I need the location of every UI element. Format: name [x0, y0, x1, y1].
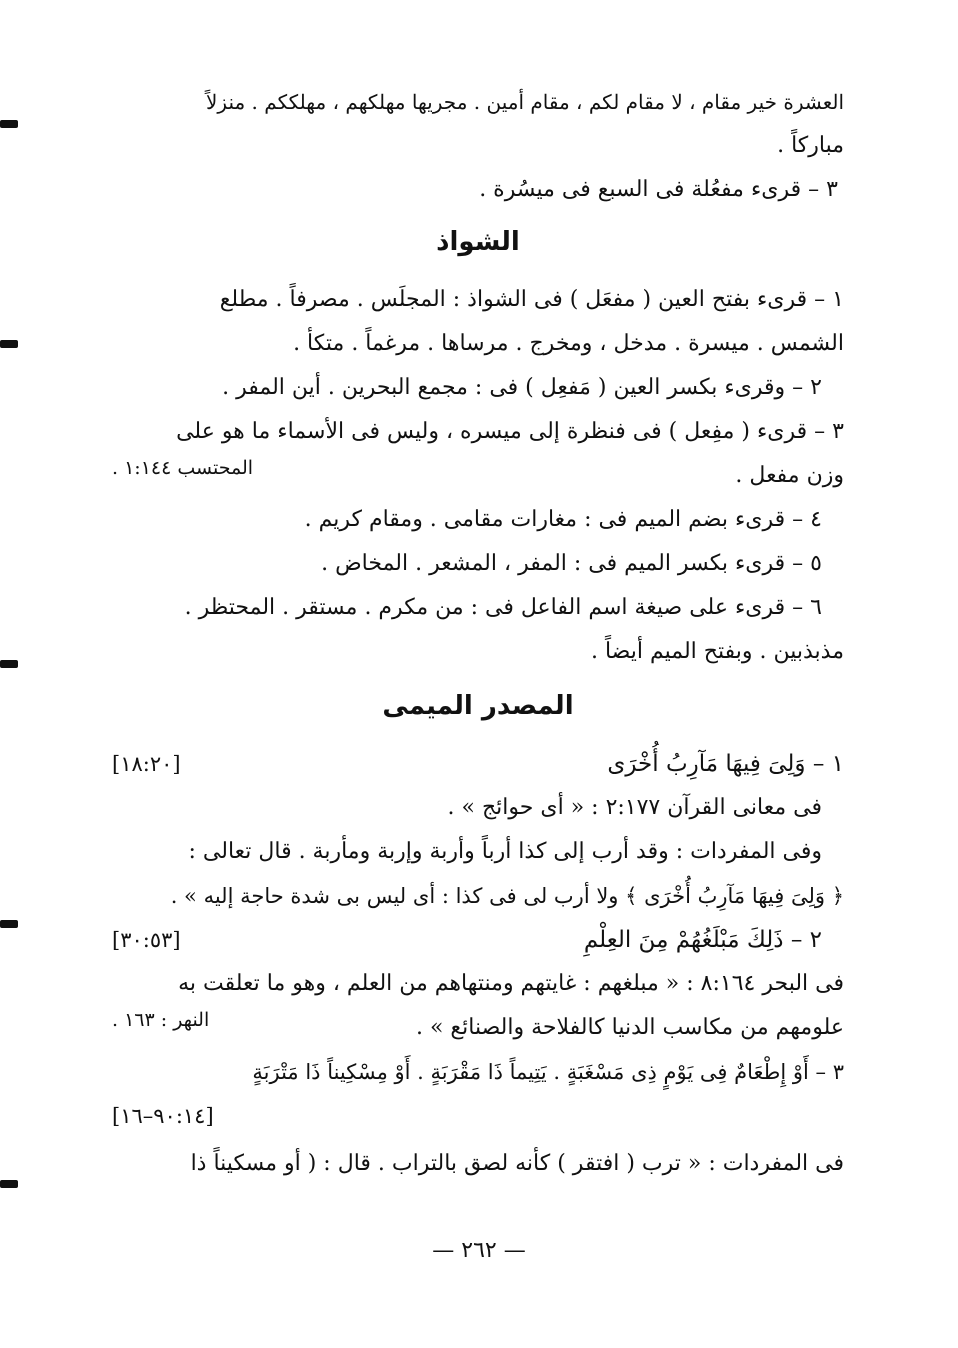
page-body: [112, 80, 844, 1186]
text-line: ٤ – قرىء بضم الميم فى : مغارات مقامى . ومقام كريم .: [304, 507, 822, 532]
text-line: علومهم من مكاسب الدنيا كالفلاحة والصنائع » .: [415, 1015, 844, 1040]
verse-reference: [٣٠:٥٣]: [112, 928, 181, 952]
margin-mark-3: [0, 660, 18, 668]
section-title-masdar: المصدر الميمى: [382, 691, 574, 721]
text-line: ٢ – وقرىء بكسر العين ( مَفعِل ) فى : مجمع البحرين . أين المفر .: [222, 375, 822, 400]
text-line: ٣ – قرىء مفعُلة فى السبع فى ميسُرة .: [479, 177, 838, 202]
text-line-with-note: [112, 454, 844, 498]
verse-reference: [١٨:٢٠]: [112, 752, 181, 776]
top-block: [112, 80, 844, 212]
verse-line: [112, 918, 844, 962]
text-line: ١ – قرىء بفتح العين ( مفعَل ) فى الشواذ : المجلَس . مصرفاً . مطلع: [219, 287, 844, 312]
text-line: العشرة خير مقام ، لا مقام لكم ، مقام أمين . مجريها مهلكهم ، مهلككم . منزلاً: [206, 90, 844, 114]
text-line: فى البحر ٨:١٦٤ : « مبلغهم : غايتهم ومنتهاهم من العلم ، وهو ما تعلقت به: [178, 971, 844, 996]
section-title-shawadh: الشواذ: [436, 227, 520, 257]
source-note: النهر : ١٦٣ .: [112, 1009, 210, 1031]
verse-line: ٣ – أَوْ إِطْعَامٌ فِى يَوْمٍ ذِى مَسْغَبَةٍ . يَتِيماً ذَا مَقْرَبَةٍ . أَوْ مِسْكِيناً ذَا مَتْرَبَةٍ: [252, 1060, 844, 1084]
margin-mark-4: [0, 920, 18, 928]
text-line: فى معانى القرآن ٢:١٧٧ : « أى حوائج » .: [447, 795, 822, 820]
margin-mark-1: [0, 120, 18, 128]
margin-mark-2: [0, 340, 18, 348]
masdar-section: [112, 742, 844, 1186]
text-line: ٥ – قرىء بكسر الميم فى : المفر ، المشعر . المخاض .: [321, 551, 822, 576]
page-number: — ٢٦٢ —: [432, 1238, 526, 1263]
verse-text: ١ – وَلِىَ فِيهَا مَآرِبُ أُخْرَى: [607, 751, 844, 777]
text-line: وفى المفردات : وقد أرب إلى كذا أرباً وأربة وإربة ومأربة . قال تعالى :: [188, 839, 822, 864]
text-line: فى المفردات : « ترب ( افتقر ) كأنه لصق بالتراب . قال : ( أو مسكيناً ذا: [190, 1151, 844, 1176]
text-line-with-note: [112, 1006, 844, 1050]
verse-line: [112, 742, 844, 786]
text-line: وزن مفعل .: [735, 463, 844, 488]
verse-reference: [٩٠:١٤–١٦]: [112, 1104, 214, 1128]
verse-reference-line: [112, 1094, 844, 1138]
shawadh-section: [112, 278, 844, 674]
text-line: ﴿ وَلِىَ فِيهَا مَآرِبُ أُخْرَى ﴾ ولا أرب لى فى كذا : أى ليس بى شدة حاجة إليه » .: [170, 884, 844, 908]
text-line: مباركاً .: [777, 133, 844, 158]
margin-mark-5: [0, 1180, 18, 1188]
text-line: ٣ – قرىء ( مفِعل ) فى فنظرة إلى ميسره ، وليس فى الأسماء ما هو على: [176, 419, 844, 444]
text-line: مذبذبين . وبفتح الميم أيضاً .: [590, 639, 844, 664]
source-note: المحتسب ١:١٤٤ .: [112, 457, 254, 479]
text-line: الشمس . ميسرة . مدخل ، ومخرج . مرساها . مرغماً . متكأ .: [293, 331, 844, 356]
verse-text: ٢ – ذَلِكَ مَبْلَغُهُمْ مِنَ العِلْمِ: [583, 927, 822, 953]
text-line: ٦ – قرىء على صيغة اسم الفاعل فى : من مكرم . مستقر . المحتظر .: [184, 595, 822, 620]
